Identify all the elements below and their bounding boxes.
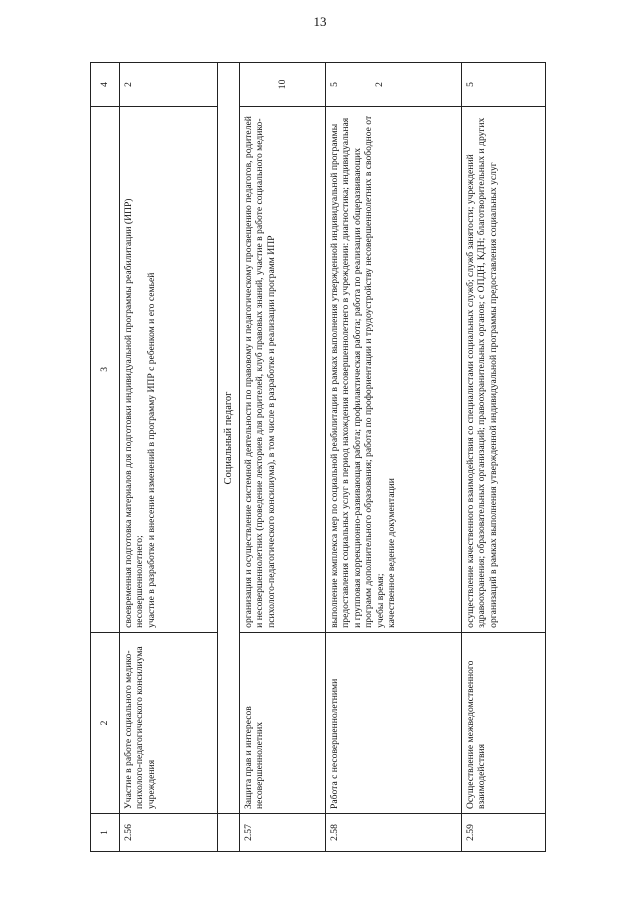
duty-text: качественное ведение документации — [386, 478, 398, 628]
criteria-table — [90, 62, 546, 852]
header-col-1: 1 — [91, 814, 120, 852]
row-title: Осуществление межведомственного взаимодействия — [462, 632, 546, 813]
row-duties — [120, 106, 218, 632]
row-number: 2.57 — [240, 814, 326, 852]
header-col-2: 2 — [91, 632, 120, 813]
duty-text: выполнение комплекса мер по социальной реабилитации в рамках выполнения утвержденной индивидуальной программы предоставления социальных услуг в период нахождения несовершеннолетнего в учреждении: диагностика; индивидуальная и групповая коррекционно-развивающая работа; профилактическая работа; работа по реализации общеразвивающих программ дополнительного образования; работа по профориентации и трудоустройству несовершеннолетних в свободное от учебы время; — [329, 115, 386, 628]
row-score: 5 — [462, 63, 546, 107]
score-value-secondary: 2 — [374, 82, 386, 87]
row-title: Защита прав и интересов несовершеннолетних — [240, 632, 326, 813]
header-col-4: 4 — [91, 63, 120, 107]
section-empty-cell — [218, 814, 240, 852]
score-value: 5 — [329, 82, 340, 87]
row-duties — [462, 106, 546, 632]
row-title: Работа с несовершеннолетними — [326, 632, 462, 813]
section-title: Социальный педагог — [218, 63, 240, 814]
table-row — [240, 63, 326, 852]
table-header-row — [91, 63, 120, 852]
row-title: Участие в работе социального медико-психолого-педагогического консилиума учреждения — [120, 632, 218, 813]
duty-text: осуществление качественного взаимодействия со специалистами социальных служб; служб занятости; учреждений здравоохранения; образовательных организаций; правоохранительных органов; с ОПДН, КДН; благотворительных и других организаций в рамках выполнения утвержденной индивидуальной программы предоставления социальных услуг — [465, 117, 499, 628]
table-row — [120, 63, 218, 852]
row-number: 2.58 — [326, 814, 462, 852]
table-row — [326, 63, 462, 852]
row-score: 10 — [240, 63, 326, 107]
duty-text: участие в разработке и внесение изменений в программу ИПР с ребенком и его семьей — [145, 272, 157, 628]
row-duties — [240, 106, 326, 632]
duty-text: своевременная подготовка материалов для подготовки индивидуальной программы реабилитации (ИПР) несовершеннолетнего; — [123, 198, 146, 628]
row-score — [326, 63, 462, 107]
header-col-3: 3 — [91, 106, 120, 632]
table-row — [462, 63, 546, 852]
row-number: 2.59 — [462, 814, 546, 852]
section-row — [218, 63, 240, 852]
page-number: 13 — [313, 14, 327, 29]
duty-text: организация и осуществление системной деятельности по правовому и педагогическому просвещению педагогов, родителей и несовершеннолетних (проведение лекториев для родителей, клуб правовых знаний, участие в работе социального медико-психолого-педагогического консилиума), в том числе в разработке и реализации программ ИПР — [243, 116, 277, 628]
rotated-table-container — [90, 62, 546, 852]
row-number: 2.56 — [120, 814, 218, 852]
row-duties — [326, 106, 462, 632]
row-score: 2 — [120, 63, 218, 107]
